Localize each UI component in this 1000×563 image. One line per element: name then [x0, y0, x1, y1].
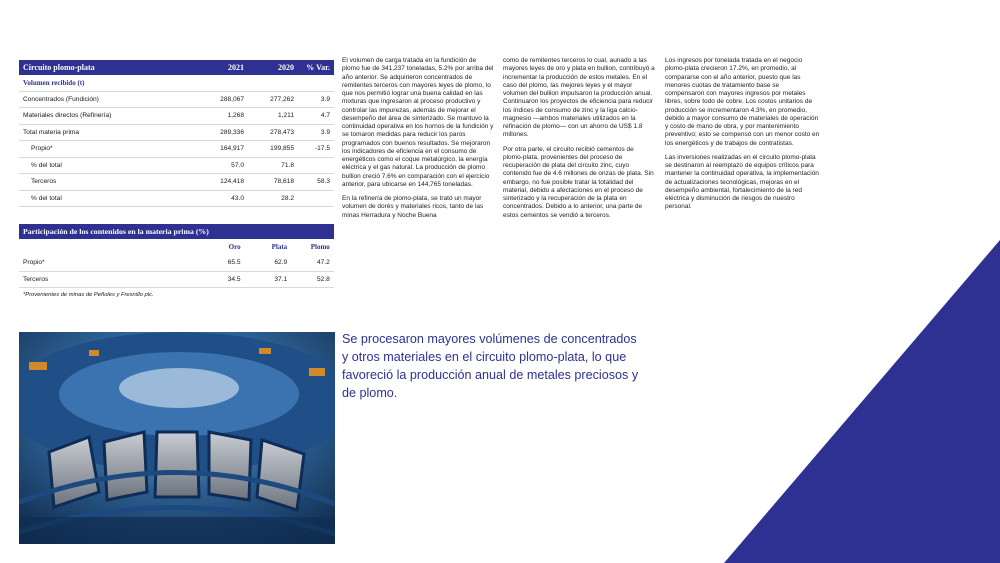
cell-var: -17.5: [314, 145, 330, 153]
col-plata: Plata: [271, 243, 288, 251]
table-footnote: *Provenientes de minas de Peñoles y Fresnillo plc.: [23, 292, 154, 298]
cell-2021: 124,418: [220, 178, 244, 186]
cell-2020: 278,473: [270, 128, 294, 136]
table-title: Participación de los contenidos en la materia prima (%): [23, 227, 209, 236]
casting-wheel-photo: [19, 332, 335, 544]
row-label: % del total: [31, 161, 62, 169]
var-header: % Var.: [306, 63, 330, 72]
row-label: % del total: [31, 194, 62, 202]
table-row: [19, 255, 334, 272]
column-header-row: [19, 239, 334, 255]
year-2020: 2020: [278, 63, 294, 72]
subheader-label: Volumen recibido (t): [23, 78, 85, 87]
year-2021: 2021: [228, 63, 244, 72]
row-label: Materiales directos (Refinería): [23, 112, 112, 120]
cell-2020: 277,262: [270, 95, 294, 103]
table-row: [19, 108, 334, 125]
row-label: Total materia prima: [23, 128, 80, 136]
cell-2021: 1,268: [227, 112, 244, 120]
cell-plata: 62.9: [274, 259, 288, 267]
text-column-1: [342, 57, 494, 226]
paragraph: El volumen de carga tratada en la fundición de plomo fue de 341,237 toneladas, 5.2% por arriba del año anterior. Se adquirieron concentrados de remitentes terceros con mayores leyes de plomo, lo que nos permitió lograr una buena calidad en las mixturas que ingresaron al proceso productivo y controlar las impurezas, además de mejorar el desempeño del área de sinterizado. Se mantuvo la continuidad operativa en los hornos de la fundición y se tomaron medidas para reducir los paros programados con buenos resultados. Se mejoraron los indicadores de eficiencia en el consumo de energéticos como el coque metalúrgico, la energía eléctrica y el gas natural. La producción de plomo bullion creció 7.6% en comparación con el ejercicio anterior, para ubicarse en 144,765 toneladas.: [342, 57, 494, 188]
cell-2021: 288,067: [220, 95, 244, 103]
row-label: Terceros: [23, 275, 49, 283]
pull-quote: Se procesaron mayores volúmenes de concentrados y otros materiales en el circuito plomo-plata, lo que favoreció la producción anual de metales preciosos y de plomo.: [342, 332, 639, 400]
cell-oro: 65.5: [227, 259, 241, 267]
table-row: [19, 141, 334, 158]
table-title: Circuito plomo-plata: [23, 63, 95, 72]
row-label: Concentrados (Fundición): [23, 95, 99, 103]
table-row: [19, 158, 334, 175]
cell-2020: 1,211: [277, 112, 294, 120]
row-label: Propio*: [23, 259, 45, 267]
col-oro: Oro: [228, 243, 241, 251]
paragraph: Por otra parte, el circuito recibió cementos de plomo-plata, provenientes del proceso de recuperación de plata del circuito zinc, cuyo contenido fue de 4.6 millones de onzas de plata. Sin embargo, no fue posible tratar la totalidad del material, debido a afectaciones en el proceso de sinterizado y la recuperación de la plata en concentrados. Debido a lo anterior, una parte de estos cementos se vendió a terceros.: [503, 145, 654, 219]
cell-2020: 28.2: [281, 194, 294, 202]
paragraph: Los ingresos por tonelada tratada en el negocio plomo-plata crecieron 17.2%, en promedio, al compararse con el año anterior, puesto que las menores cuotas de tratamiento base se compensaron con mayores ingresos por metales libres, sobre todo de cobre. Los costos unitarios de producción se incrementaron 4.3%, en promedio, debido a mayor consumo de materiales de operación y costo de mano de obra, y por mantenimiento preventivo; esto se compensó con un menor costo en los energéticos y de trabajos de contratistas.: [665, 57, 820, 147]
cell-oro: 34.5: [227, 275, 241, 283]
row-label: Propio*: [31, 145, 53, 153]
table-header: [19, 224, 334, 239]
decorative-triangle: [720, 240, 1000, 563]
cell-2020: 71.8: [281, 161, 294, 169]
cell-2021: 164,917: [220, 145, 244, 153]
table-subheader: [19, 75, 334, 92]
table-row: [19, 272, 334, 289]
text-column-3: [665, 57, 820, 218]
cell-plomo: 52.8: [316, 275, 330, 283]
table-row: [19, 125, 334, 142]
row-label: Terceros: [31, 178, 57, 186]
cell-var: 3.9: [320, 128, 330, 136]
cell-2020: 199,855: [270, 145, 294, 153]
table-row: [19, 92, 334, 109]
cell-2021: 57.0: [231, 161, 244, 169]
cell-var: 58.3: [317, 178, 330, 186]
cell-2020: 78,618: [273, 178, 294, 186]
table-row: [19, 174, 334, 191]
table-row: [19, 191, 334, 208]
cell-plata: 37.1: [274, 275, 288, 283]
paragraph: En la refinería de plomo-plata, se trató un mayor volumen de dorés y materiales ricos, tanto de las minas Herradura y Noche Buena: [342, 195, 484, 219]
cell-var: 4.7: [320, 112, 330, 120]
table-header: [19, 60, 334, 75]
cell-plomo: 47.2: [316, 259, 330, 267]
paragraph: Las inversiones realizadas en el circuito plomo-plata se destinaron al reemplazo de equipos críticos para mantener la continuidad operativa, la implementación de actualizaciones tecnológicas, mejoras en el desempeño ambiental, fortalecimiento de la red eléctrica y disminución de riesgos de nuestro personal.: [665, 153, 819, 211]
lead-silver-table: [19, 60, 334, 207]
cell-2021: 43.0: [231, 194, 244, 202]
text-column-2: [503, 57, 655, 226]
col-plomo: Plomo: [310, 243, 330, 251]
cell-var: 3.9: [320, 95, 330, 103]
cell-2021: 289,336: [220, 128, 244, 136]
paragraph: como de remitentes terceros lo cual, aunado a las mayores leyes de oro y plata en bullion, contribuyó a incrementar la producción de estos metales. En el caso del plomo, las mejores leyes y el mayor volumen del bullion impulsaron la producción anual. Continuaron los proyectos de eficiencia para reducir los índices de consumo de zinc y la liga calcio-magnesio —ambos materiales utilizados en la refinación de plomo— con un ahorro de US$ 1.8 millones.: [503, 57, 655, 139]
content-share-table: [19, 224, 334, 298]
